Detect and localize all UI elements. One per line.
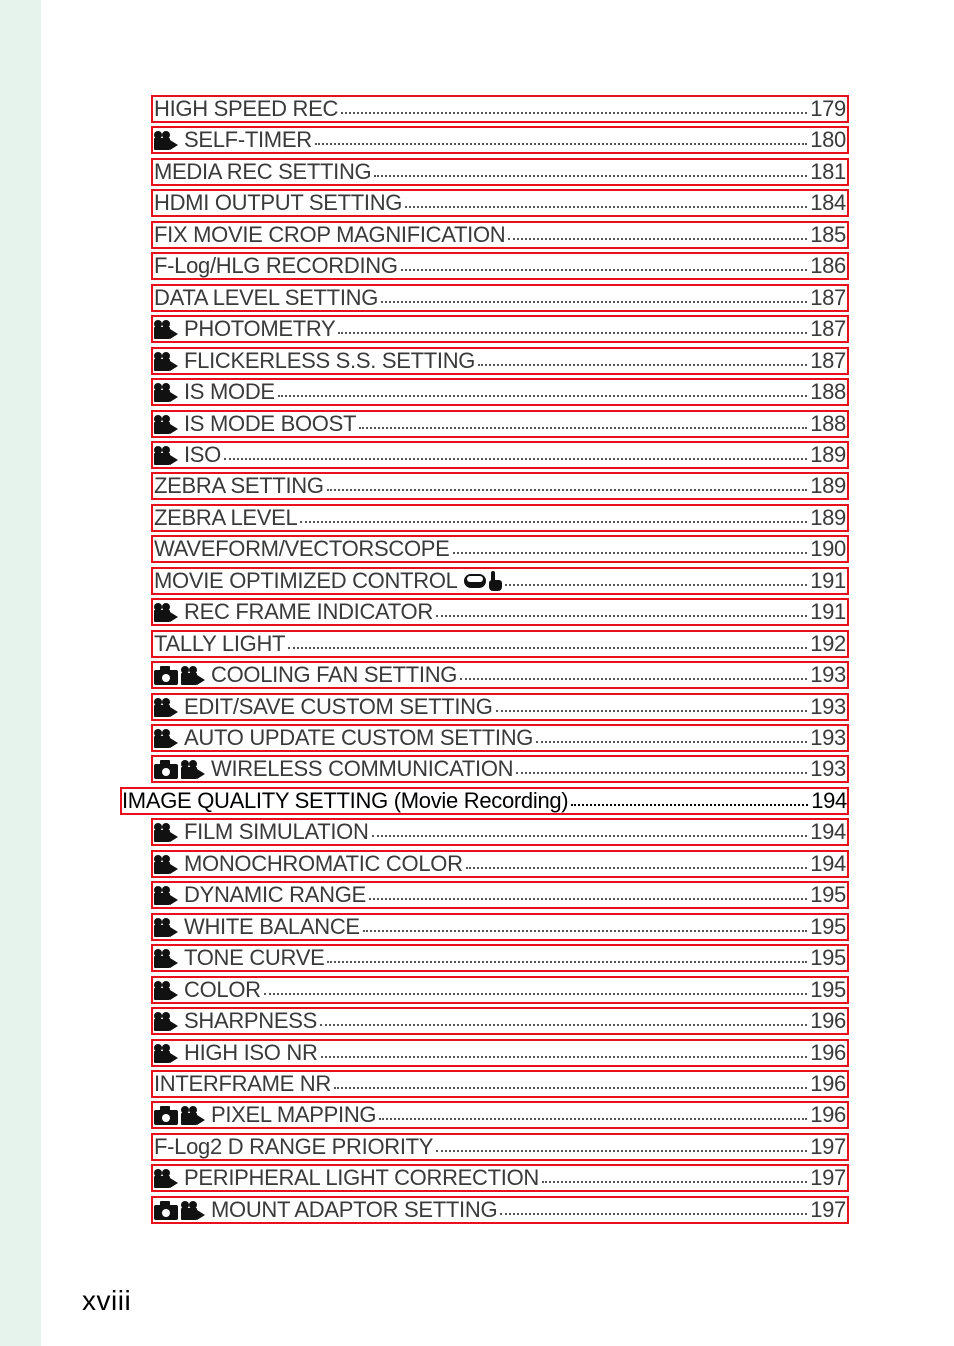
movie-icon xyxy=(154,698,178,717)
leader-dots xyxy=(508,238,807,240)
entry-label: AUTO UPDATE CUSTOM SETTING xyxy=(184,725,534,750)
movie-icon xyxy=(154,603,178,622)
leader-dots xyxy=(288,647,807,649)
entry-label: ISO xyxy=(184,442,221,467)
entry-page-number: 195 xyxy=(810,945,846,970)
entry-label: MOUNT ADAPTOR SETTING xyxy=(211,1197,498,1222)
movie-icon xyxy=(154,949,178,968)
toc-entry[interactable] xyxy=(151,693,849,721)
entry-page-number: 188 xyxy=(810,411,846,436)
toc-entry[interactable] xyxy=(151,189,849,217)
entry-label: REC FRAME INDICATOR xyxy=(184,599,433,624)
entry-page-number: 196 xyxy=(810,1040,846,1065)
entry-icons xyxy=(154,446,178,465)
leader-dots xyxy=(500,1213,807,1215)
toc-heading-entry[interactable] xyxy=(120,787,849,815)
leader-dots xyxy=(516,772,807,774)
toc-entry[interactable] xyxy=(151,315,849,343)
entry-page-number: 184 xyxy=(810,190,846,215)
leader-dots xyxy=(327,489,808,491)
entry-icons xyxy=(154,855,178,874)
entry-page-number: 195 xyxy=(810,914,846,939)
entry-page-number: 196 xyxy=(810,1071,846,1096)
entry-label: FIX MOVIE CROP MAGNIFICATION xyxy=(154,222,506,247)
toc-entry[interactable] xyxy=(151,410,849,438)
toc-entry[interactable] xyxy=(151,126,849,154)
movie-icon xyxy=(181,1201,205,1220)
toc-entry[interactable] xyxy=(151,724,849,752)
entry-page-number: 180 xyxy=(810,127,846,152)
entry-icons xyxy=(154,320,178,339)
toc-entry[interactable] xyxy=(151,755,849,783)
side-color-strip xyxy=(0,0,41,1346)
leader-dots xyxy=(341,112,807,114)
movie-icon xyxy=(181,760,205,779)
entry-label: INTERFRAME NR xyxy=(154,1071,331,1096)
movie-icon xyxy=(154,1012,178,1031)
leader-dots xyxy=(363,930,807,932)
leader-dots xyxy=(542,1181,807,1183)
entry-icons xyxy=(154,1012,178,1031)
entry-page-number: 197 xyxy=(810,1197,846,1222)
toc-entry[interactable] xyxy=(151,252,849,280)
entry-label: WIRELESS COMMUNICATION xyxy=(211,756,514,781)
leader-dots xyxy=(401,269,808,271)
entry-label: DATA LEVEL SETTING xyxy=(154,285,379,310)
entry-label: HDMI OUTPUT SETTING xyxy=(154,190,403,215)
entry-label: IS MODE xyxy=(184,379,275,404)
entry-page-number: 187 xyxy=(810,316,846,341)
entry-page-number: 195 xyxy=(810,977,846,1002)
entry-page-number: 194 xyxy=(810,819,846,844)
entry-label: HIGH SPEED REC xyxy=(154,96,339,121)
entry-icons xyxy=(154,666,205,685)
entry-page-number: 188 xyxy=(810,379,846,404)
entry-page-number: 194 xyxy=(811,788,847,813)
movie-icon xyxy=(181,1106,205,1125)
entry-label: MOVIE OPTIMIZED CONTROL xyxy=(154,568,458,593)
entry-icons xyxy=(154,1044,178,1063)
movie-icon xyxy=(154,383,178,402)
leader-dots xyxy=(505,584,808,586)
entry-icons xyxy=(154,131,178,150)
movie-icon xyxy=(154,886,178,905)
leader-dots xyxy=(321,1056,808,1058)
leader-dots xyxy=(496,710,808,712)
entry-label: IMAGE QUALITY SETTING (Movie Recording) xyxy=(122,788,569,813)
entry-icons xyxy=(154,603,178,622)
camera-icon xyxy=(154,1201,178,1220)
camera-icon xyxy=(154,760,178,779)
leader-dots xyxy=(369,898,807,900)
entry-label: EDIT/SAVE CUSTOM SETTING xyxy=(184,694,493,719)
entry-label: IS MODE BOOST xyxy=(184,411,357,436)
entry-icons xyxy=(154,698,178,717)
toc-entry[interactable] xyxy=(151,472,849,500)
leader-dots xyxy=(571,804,808,806)
entry-page-number: 192 xyxy=(810,631,846,656)
entry-page-number: 189 xyxy=(810,473,846,498)
entry-page-number: 189 xyxy=(810,442,846,467)
toc-entry[interactable] xyxy=(151,1164,849,1192)
movie-icon xyxy=(154,855,178,874)
entry-page-number: 185 xyxy=(810,222,846,247)
leader-dots xyxy=(372,835,808,837)
toc-entry[interactable] xyxy=(151,1039,849,1067)
entry-icons xyxy=(154,823,178,842)
entry-label: WAVEFORM/VECTORSCOPE xyxy=(154,536,450,561)
toc-entry[interactable] xyxy=(151,850,849,878)
leader-dots xyxy=(315,143,807,145)
toc-entry[interactable] xyxy=(151,818,849,846)
entry-page-number: 194 xyxy=(810,851,846,876)
toc-entry[interactable] xyxy=(151,881,849,909)
toc-entry[interactable] xyxy=(151,1133,849,1161)
leader-dots xyxy=(278,395,807,397)
toc-entry[interactable] xyxy=(151,976,849,1004)
leader-dots xyxy=(264,993,807,995)
entry-page-number: 196 xyxy=(810,1008,846,1033)
entry-page-number: 189 xyxy=(810,505,846,530)
movie-icon xyxy=(154,352,178,371)
entry-page-number: 191 xyxy=(810,599,846,624)
leader-dots xyxy=(320,1024,807,1026)
entry-icons xyxy=(154,1201,205,1220)
leader-dots xyxy=(224,458,807,460)
entry-page-number: 187 xyxy=(810,348,846,373)
entry-page-number: 195 xyxy=(810,882,846,907)
entry-label: HIGH ISO NR xyxy=(184,1040,318,1065)
entry-label: COOLING FAN SETTING xyxy=(211,662,458,687)
leader-dots xyxy=(466,867,808,869)
camera-icon xyxy=(154,666,178,685)
entry-icons xyxy=(154,886,178,905)
leader-dots xyxy=(478,364,807,366)
movie-icon xyxy=(154,823,178,842)
movie-icon xyxy=(154,1169,178,1188)
leader-dots xyxy=(334,1087,807,1089)
control-dial-icon xyxy=(464,571,502,591)
entry-icons xyxy=(154,760,205,779)
entry-page-number: 190 xyxy=(810,536,846,561)
toc-entry[interactable] xyxy=(151,567,849,595)
movie-icon xyxy=(154,446,178,465)
leader-dots xyxy=(300,521,807,523)
entry-icons xyxy=(154,415,178,434)
entry-page-number: 191 xyxy=(810,568,846,593)
entry-label: MONOCHROMATIC COLOR xyxy=(184,851,463,876)
movie-icon xyxy=(154,981,178,1000)
entry-icons xyxy=(154,1106,205,1125)
entry-icons xyxy=(154,981,178,1000)
toc-entry[interactable] xyxy=(151,221,849,249)
entry-icons xyxy=(154,949,178,968)
movie-icon xyxy=(154,415,178,434)
entry-label: FLICKERLESS S.S. SETTING xyxy=(184,348,476,373)
entry-label: PHOTOMETRY xyxy=(184,316,336,341)
leader-dots xyxy=(460,678,807,680)
toc-entry[interactable] xyxy=(151,284,849,312)
leader-dots xyxy=(374,175,807,177)
entry-icons xyxy=(154,1169,178,1188)
leader-dots xyxy=(436,615,807,617)
toc-entry[interactable] xyxy=(151,347,849,375)
entry-icons xyxy=(154,383,178,402)
entry-label: ZEBRA SETTING xyxy=(154,473,324,498)
entry-page-number: 197 xyxy=(810,1165,846,1190)
leader-dots xyxy=(405,206,807,208)
leader-dots xyxy=(436,1150,807,1152)
movie-icon xyxy=(181,666,205,685)
entry-label: MEDIA REC SETTING xyxy=(154,159,372,184)
entry-label: SHARPNESS xyxy=(184,1008,318,1033)
leader-dots xyxy=(359,427,807,429)
entry-label: TONE CURVE xyxy=(184,945,325,970)
entry-label: F-Log2 D RANGE PRIORITY xyxy=(154,1134,434,1159)
entry-label: TALLY LIGHT xyxy=(154,631,286,656)
toc-entry[interactable] xyxy=(151,630,849,658)
toc-entry[interactable] xyxy=(151,1101,849,1129)
entry-page-number: 193 xyxy=(810,662,846,687)
toc-entry[interactable] xyxy=(151,95,849,123)
entry-label: SELF-TIMER xyxy=(184,127,312,152)
page-number: xviii xyxy=(82,1285,132,1316)
entry-page-number: 179 xyxy=(810,96,846,121)
leader-dots xyxy=(379,1118,807,1120)
toc-entry[interactable] xyxy=(151,1070,849,1098)
entry-page-number: 197 xyxy=(810,1134,846,1159)
entry-label: WHITE BALANCE xyxy=(184,914,360,939)
toc-entry[interactable] xyxy=(151,944,849,972)
toc-entry[interactable] xyxy=(151,598,849,626)
entry-page-number: 186 xyxy=(810,253,846,278)
leader-dots xyxy=(327,961,807,963)
toc-entry[interactable] xyxy=(151,1007,849,1035)
toc-entry[interactable] xyxy=(151,1196,849,1224)
toc-entry[interactable] xyxy=(151,504,849,532)
entry-label: ZEBRA LEVEL xyxy=(154,505,298,530)
movie-icon xyxy=(154,1044,178,1063)
toc-entry[interactable] xyxy=(151,158,849,186)
movie-icon xyxy=(154,131,178,150)
leader-dots xyxy=(381,301,807,303)
entry-page-number: 193 xyxy=(810,694,846,719)
toc-entry[interactable] xyxy=(151,441,849,469)
entry-page-number: 196 xyxy=(810,1102,846,1127)
leader-dots xyxy=(536,741,807,743)
toc-entry[interactable] xyxy=(151,913,849,941)
entry-page-number: 193 xyxy=(810,725,846,750)
toc-entry[interactable] xyxy=(151,378,849,406)
entry-page-number: 181 xyxy=(810,159,846,184)
movie-icon xyxy=(154,320,178,339)
entry-page-number: 193 xyxy=(810,756,846,781)
leader-dots xyxy=(453,552,808,554)
entry-page-number: 187 xyxy=(810,285,846,310)
entry-label: PERIPHERAL LIGHT CORRECTION xyxy=(184,1165,539,1190)
entry-label: DYNAMIC RANGE xyxy=(184,882,366,907)
entry-label: F-Log/HLG RECORDING xyxy=(154,253,398,278)
entry-icons xyxy=(154,729,178,748)
movie-icon xyxy=(154,918,178,937)
toc-entry[interactable] xyxy=(151,661,849,689)
entry-label: FILM SIMULATION xyxy=(184,819,369,844)
entry-icons xyxy=(154,918,178,937)
toc-entry[interactable] xyxy=(151,535,849,563)
movie-icon xyxy=(154,729,178,748)
entry-label: PIXEL MAPPING xyxy=(211,1102,377,1127)
entry-label: COLOR xyxy=(184,977,261,1002)
entry-icons xyxy=(154,352,178,371)
camera-icon xyxy=(154,1106,178,1125)
leader-dots xyxy=(338,332,807,334)
